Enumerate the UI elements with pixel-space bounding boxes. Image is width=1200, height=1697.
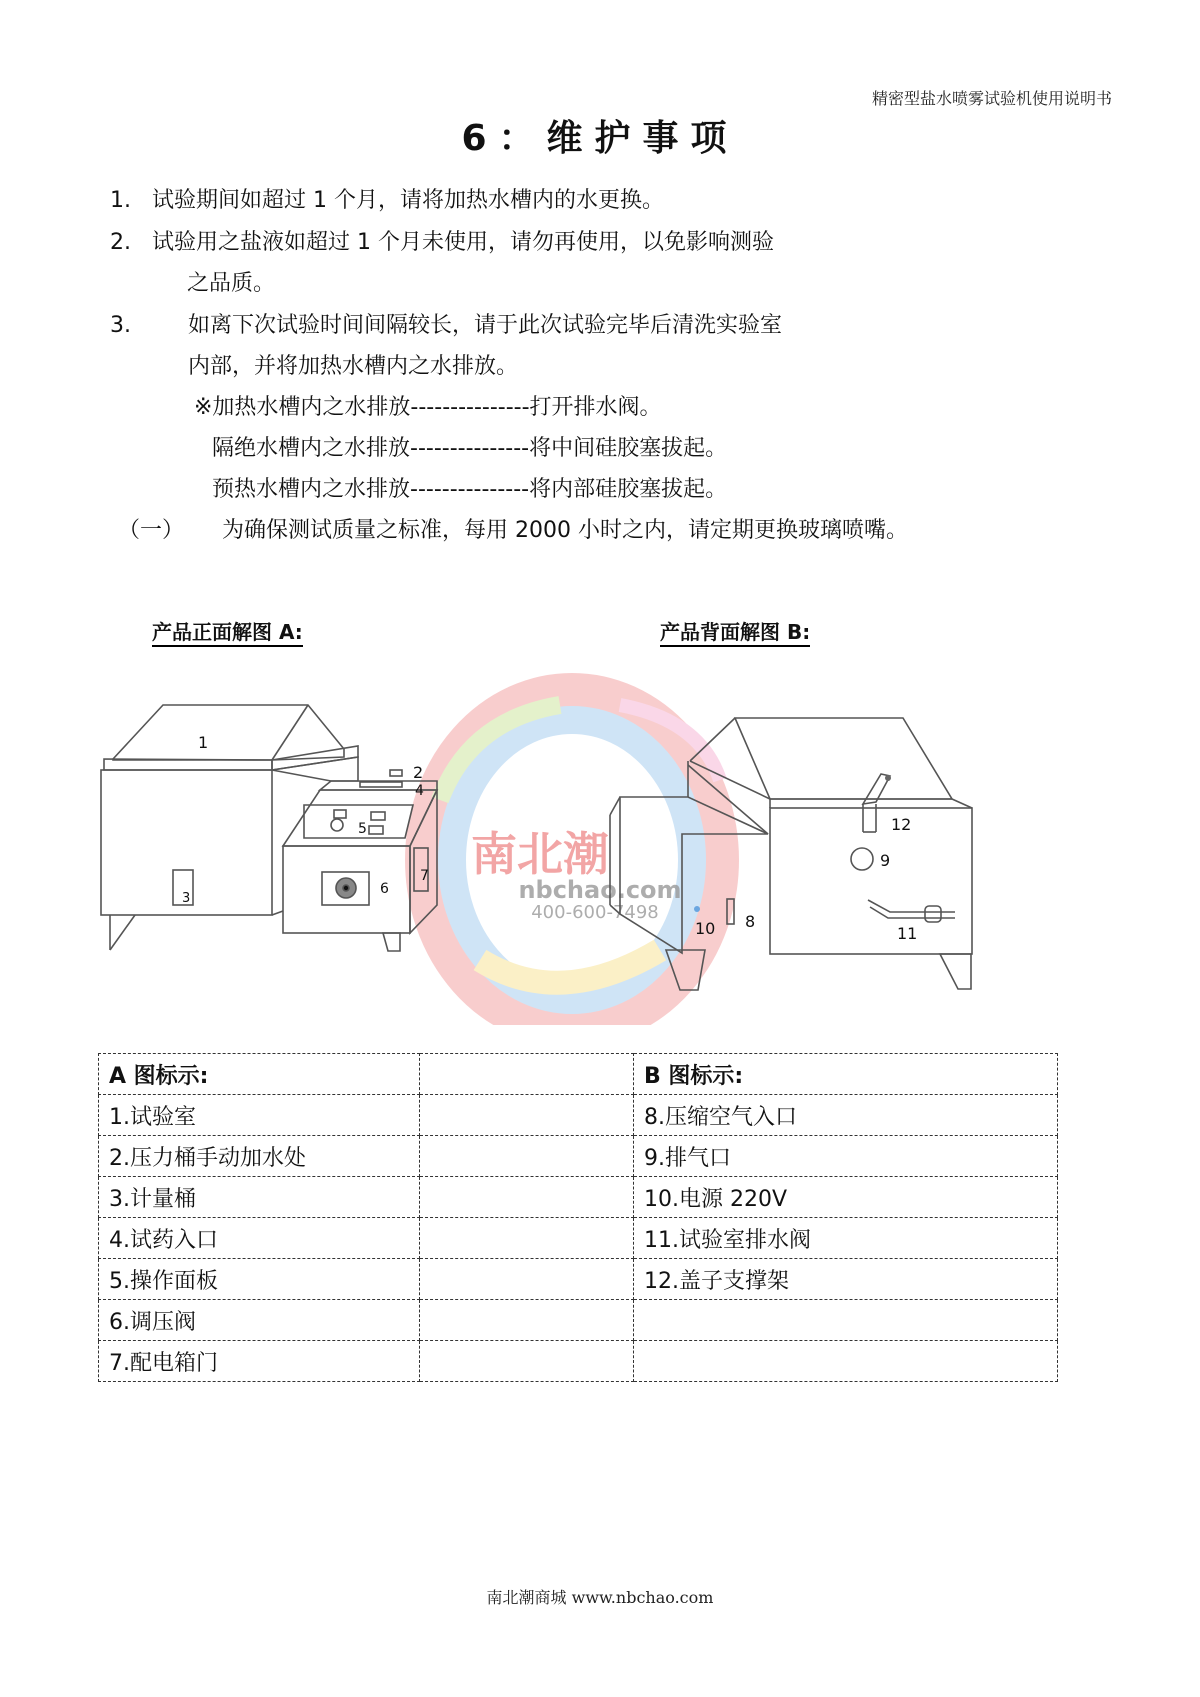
table-row — [99, 1136, 1058, 1177]
label-11: 11 — [897, 924, 918, 943]
label-10: 10 — [695, 919, 716, 938]
a-cell: 6.调压阀 — [99, 1300, 420, 1341]
table-row — [99, 1300, 1058, 1341]
list-item-2 — [110, 228, 774, 258]
a-cell: 3.计量桶 — [99, 1177, 420, 1218]
watermark-site: nbchao.com — [518, 876, 682, 904]
empty-cell — [420, 1218, 634, 1259]
b-cell: 8.压缩空气入口 — [634, 1095, 1058, 1136]
empty-cell — [420, 1341, 634, 1382]
label-12: 12 — [891, 815, 912, 834]
table-header-row — [99, 1054, 1058, 1095]
a-cell: 1.试验室 — [99, 1095, 420, 1136]
empty-cell — [420, 1095, 634, 1136]
note-one — [118, 516, 908, 546]
empty-cell — [420, 1177, 634, 1218]
document-header: 精密型盐水喷雾试验机使用说明书 — [871, 89, 1112, 108]
note-number: （一） — [118, 518, 185, 543]
list-item-1 — [110, 186, 664, 216]
a-header: A 图标示: — [99, 1054, 420, 1095]
drain-note-1: ※加热水槽内之水排放---------------打开排水阀。 — [194, 395, 662, 420]
watermark-cn: 南北潮 — [471, 827, 609, 881]
b-cell: 11.试验室排水阀 — [634, 1218, 1058, 1259]
b-cell: 9.排气口 — [634, 1136, 1058, 1177]
label-7: 7 — [420, 868, 429, 884]
a-cell: 7.配电箱门 — [99, 1341, 420, 1382]
front-machine — [101, 705, 437, 951]
item-number: 2. — [110, 230, 131, 255]
item-text: 试验期间如超过 1 个月，请将加热水槽内的水更换。 — [152, 188, 664, 213]
page-title: 6：维护事项 — [461, 118, 739, 159]
empty-cell — [420, 1259, 634, 1300]
label-5: 5 — [358, 821, 367, 837]
list-item-3 — [110, 311, 782, 341]
item-number: 1. — [110, 188, 131, 213]
table-row — [99, 1341, 1058, 1382]
b-cell: 12.盖子支撑架 — [634, 1259, 1058, 1300]
note-text: 为确保测试质量之标准，每用 2000 小时之内，请定期更换玻璃喷嘴。 — [222, 518, 908, 543]
watermark-phone: 400-600-7498 — [531, 902, 659, 923]
b-header: B 图标示: — [634, 1054, 1058, 1095]
b-cell — [634, 1300, 1058, 1341]
a-cell: 5.操作面板 — [99, 1259, 420, 1300]
b-cell: 10.电源 220V — [634, 1177, 1058, 1218]
front-diagram-title: 产品正面解图 A: — [152, 620, 303, 647]
drain-note-3: 预热水槽内之水排放---------------将内部硅胶塞拔起。 — [212, 477, 728, 502]
drain-note-2: 隔绝水槽内之水排放---------------将中间硅胶塞拔起。 — [212, 436, 728, 461]
table-row — [99, 1095, 1058, 1136]
label-8: 8 — [745, 912, 756, 931]
legend-table — [98, 1053, 1058, 1382]
product-diagrams — [0, 665, 1200, 1025]
list-item-3-cont: 内部，并将加热水槽内之水排放。 — [188, 354, 519, 379]
a-cell: 4.试药入口 — [99, 1218, 420, 1259]
b-cell — [634, 1341, 1058, 1382]
item-text: 试验用之盐液如超过 1 个月未使用，请勿再使用，以免影响测验 — [152, 230, 774, 255]
list-item-2-cont: 之品质。 — [187, 271, 276, 296]
table-row — [99, 1259, 1058, 1300]
empty-cell — [420, 1054, 634, 1095]
item-text: 如离下次试验时间间隔较长，请于此次试验完毕后清洗实验室 — [188, 313, 783, 338]
empty-cell — [420, 1136, 634, 1177]
back-diagram-title: 产品背面解图 B: — [660, 620, 810, 647]
label-6: 6 — [380, 881, 389, 897]
label-1: 1 — [198, 733, 209, 752]
label-9: 9 — [880, 851, 891, 870]
label-4: 4 — [415, 783, 424, 799]
table-row — [99, 1218, 1058, 1259]
empty-cell — [420, 1300, 634, 1341]
page-footer: 南北潮商城 www.nbchao.com — [486, 1588, 714, 1607]
a-cell: 2.压力桶手动加水处 — [99, 1136, 420, 1177]
item-number: 3. — [110, 313, 131, 338]
table-row — [99, 1177, 1058, 1218]
label-3: 3 — [182, 891, 191, 906]
label-2: 2 — [413, 763, 424, 782]
